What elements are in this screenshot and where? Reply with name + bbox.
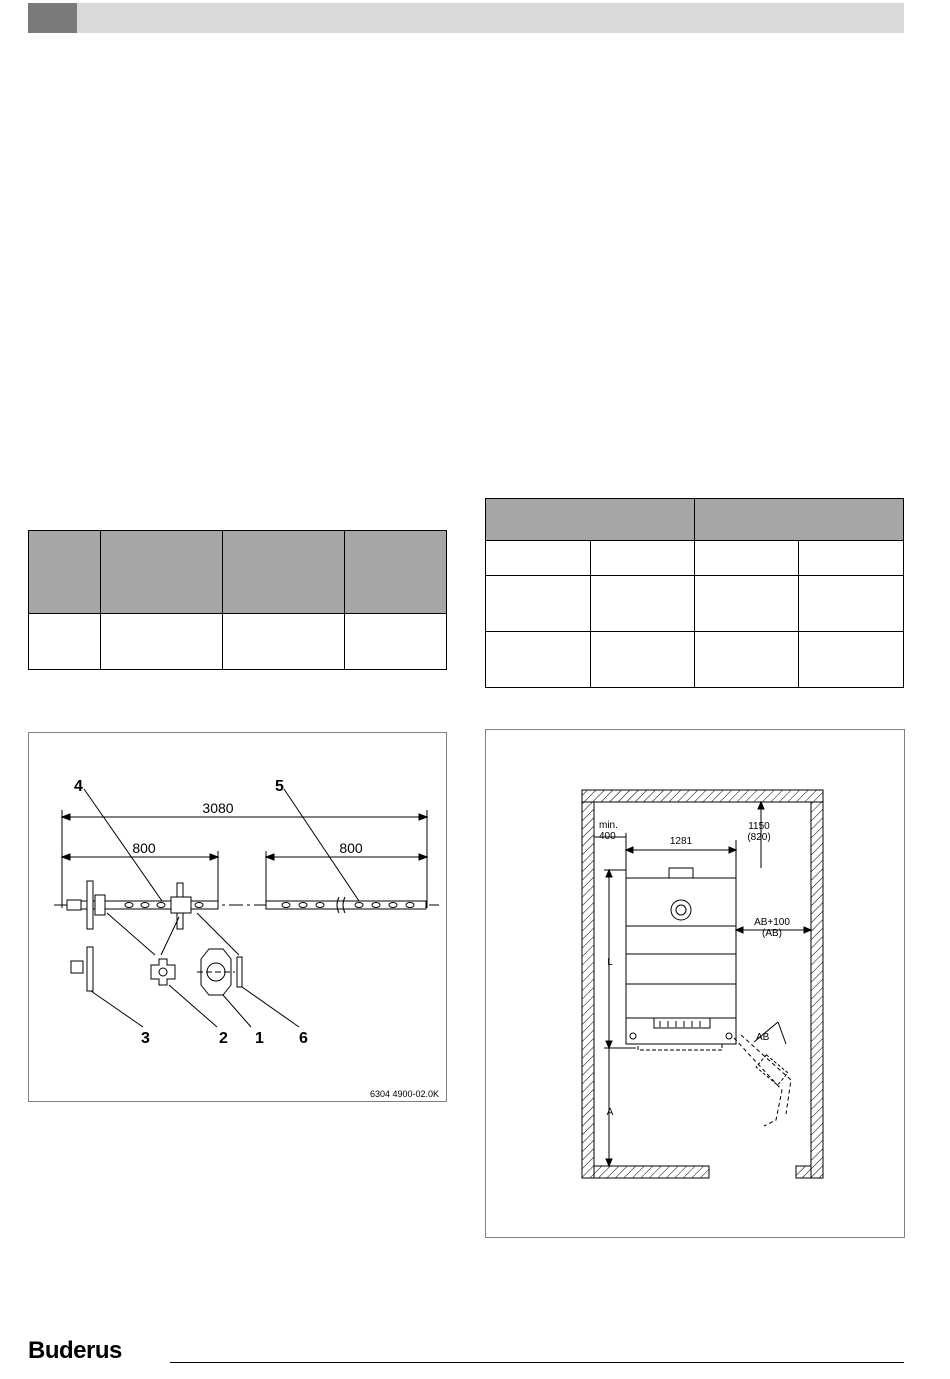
dim-top: 1150 [748, 821, 770, 832]
table-cell [486, 576, 591, 632]
table-cell [695, 541, 799, 576]
table-cell [101, 614, 223, 670]
table-cell [799, 541, 904, 576]
table-cell [29, 614, 101, 670]
table-header-cell [345, 531, 447, 614]
dim-side: AB+100 [754, 917, 790, 928]
table-cell [799, 632, 904, 688]
table-row [486, 541, 904, 576]
table-cell [591, 576, 695, 632]
table-cell [695, 576, 799, 632]
table-cell [486, 632, 591, 688]
table-cell [345, 614, 447, 670]
table-cell [223, 614, 345, 670]
room-layout-drawing [486, 730, 904, 1237]
room-layout-figure [485, 729, 905, 1238]
table-header-cell [29, 531, 101, 614]
callout-1: 1 [255, 1030, 264, 1047]
left-table [28, 530, 447, 670]
callout-3: 3 [141, 1030, 150, 1047]
figure-code: 6304 4900-02.0K [369, 1089, 439, 1099]
table-header-cell [695, 499, 904, 541]
table-header-cell [486, 499, 695, 541]
header-bar [28, 3, 904, 33]
assembly-drawing [29, 733, 446, 1101]
callout-4: 4 [74, 778, 83, 795]
right-table [485, 498, 904, 688]
table-header-cell [223, 531, 345, 614]
dim-min-value: 400 [599, 831, 616, 842]
table-row [486, 632, 904, 688]
dimension-right: 800 [339, 840, 363, 856]
table-cell [486, 541, 591, 576]
callout-2: 2 [219, 1030, 228, 1047]
table-header-row [486, 499, 904, 541]
table-header-cell [101, 531, 223, 614]
assembly-figure [28, 732, 447, 1102]
table-cell [799, 576, 904, 632]
dim-min-label: min. [599, 820, 618, 831]
dim-ab: AB [756, 1032, 770, 1043]
callout-5: 5 [275, 778, 284, 795]
callout-6: 6 [299, 1030, 308, 1047]
dim-front: A [606, 1107, 614, 1118]
table-cell [591, 632, 695, 688]
table-cell [695, 632, 799, 688]
dim-side-alt: (AB) [762, 928, 782, 939]
dimension-left: 800 [132, 840, 156, 856]
dim-width: 1281 [669, 836, 693, 847]
table-row [29, 614, 447, 670]
dim-top-alt: (820) [747, 832, 771, 843]
dimension-total: 3080 [202, 800, 234, 816]
table-cell [591, 541, 695, 576]
footer-rule [170, 1362, 904, 1363]
table-header-row [29, 531, 447, 614]
header-tab [28, 3, 77, 33]
dim-length: L [607, 957, 613, 968]
table-row [486, 576, 904, 632]
buderus-logo: Buderus [28, 1337, 122, 1364]
